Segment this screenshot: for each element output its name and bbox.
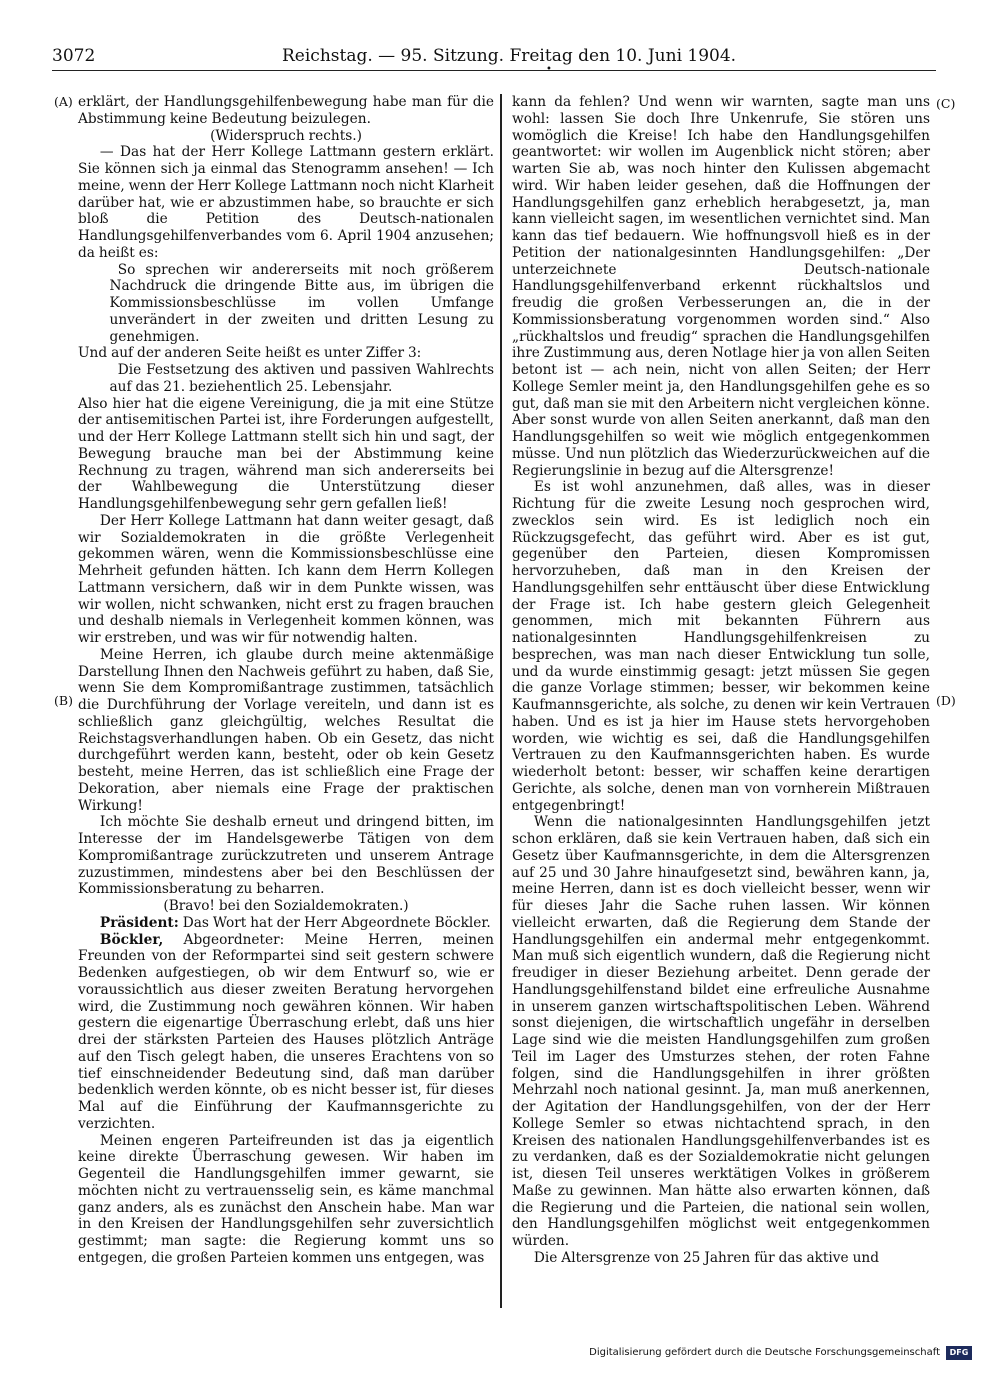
paragraph: Ich möchte Sie deshalb erneut und dringend bitten, im Interesse der im Handelsgewerbe Tätigen von dem Kompromißantrage zurückzutreten und unserem Antrage zuzustimmen, mindestens aber bei den Beschlüssen der Kommissionsberatung zu beharren.: [78, 814, 494, 898]
interjection: (Widerspruch rechts.): [210, 127, 362, 144]
paragraph: Meine Herren, ich glaube durch meine aktenmäßige Darstellung Ihnen den Nachweis geführt zu haben, daß Sie, wenn Sie dem Kompromißantrage zustimmen, tatsächlich die Durchführung der Vorlage vereiteln, und dann ist es schließlich ganz gleichgültig, welches Resultat die Reichstagsverhandlungen haben. Ob ein Gesetz, das nicht durchgeführt werden kann, besteht, oder ob kein Gesetz besteht, meine Herren, das ist schließlich eine Frage der Dekoration, aber niemals eine Frage der praktischen Wirkung!: [78, 646, 494, 814]
page-number: 3072: [52, 46, 96, 66]
paragraph: Wenn die nationalgesinnten Handlungsgehilfen jetzt schon erklären, daß sie kein Vertrauen haben, daß sich ein Gesetz über Kaufmannsgerichte, in dem die Altersgrenzen auf 25 und 30 Jahre hinaufgesetzt sind, bewähren kann, ja, meine Herren, dann ist es doch vielleicht besser, wenn wir für dieses Jahr die Sache ruhen lassen. Wir können vielleicht erwarten, daß die Regierung dem Stande der Handlungsgehilfen ein andermal mehr entgegenkommt. Man muß sich eigentlich wundern, daß die Regierung nicht freudiger in dieser Beziehung arbeitet. Denn gerade der Handlungsgehilfenstand bildet eine erfreuliche Ausnahme in unserem ganzen wirtschaftspolitischen Leben. Während sonst diejenigen, die wirtschaftlich ungefähr in derselben Lage sind wie die meisten Handlungsgehilfen zum großen Teil im Lager des Umsturzes stehen, der roten Fahne folgen, sind die Handlungsgehilfen in ihrer größten Mehrzahl noch national gesinnt. Ja, man muß anerkennen, der Agitation der Handlungsgehilfen, von der der Herr Kollege Semler so etwas nichtachtend sprach, in den Kreisen des nationalen Handlungsgehilfenverbandes ist es zu verdanken, daß es der Sozialdemokratie nicht gelungen ist, diesen Teil unseres werktätigen Volkes in größerem Maße zu gewinnen. Man hätte also erwarten können, daß die Regierung und die Parteien, die national sein wollen, den Handlungsgehilfen möglichst weit entgegenkommen würden.: [512, 814, 930, 1249]
speaker-name: Böckler,: [99, 931, 164, 948]
paragraph: Die Altersgrenze von 25 Jahren für das aktive und: [533, 1249, 879, 1266]
margin-marker-c: (C): [936, 96, 956, 111]
column-divider: [500, 94, 502, 1308]
quotation: Die Festsetzung des aktiven und passiven Wahlrechts auf das 21. beziehentlich 25. Lebensjahr.: [109, 362, 494, 395]
speaker-name: Präsident:: [99, 914, 179, 931]
paragraph: kann da fehlen? Und wenn wir warnten, sagte man uns wohl: lassen Sie doch Ihre Unkenrufe, Sie stören uns womöglich die Kreise! Ich habe den Handlungsgehilfen geantwortet: wir wollen im Augenblick nicht stören; aber warten Sie ab, was noch hinter den Kulissen abgemacht wird. Wir haben leider gesehen, daß die Hoffnungen der Handlungsgehilfen ganz erheblich herabgesetzt, ja, man kann vielleicht sagen, im wesentlichen vernichtet sind. Man kann das tief bedauern. Wie hoffnungsvoll hieß es in der Petition der nationalgesinnten Handlungsgehilfen: „Der unterzeichnete Deutsch-nationale Handlungsgehilfenverband erkennt rückhaltslos und freudig die großen Verbesserungen an, die in der Kommissionsberatung vorgenommen worden sind.“ Also „rückhaltslos und freudig“ sprachen die Handlungsgehilfen ihre Zustimmung aus, deren Notlage hier ja von allen Seiten betont ist — ach nein, nicht von allen Seiten; der Herr Kollege Semler meint ja, den Handlungsgehilfen gehe es so gut, daß man sie mit den Arbeitern nicht vergleichen könne. Aber sonst wurde von allen Seiten anerkannt, daß man den Handlungsgehilfen so weit wie möglich entgegenkommen müsse. Und nun plötzlich das Wiederzurückweichen auf die Regierungslinie in bezug auf die Altersgrenze!: [512, 94, 930, 479]
interjection: (Bravo! bei den Sozialdemokraten.): [163, 898, 409, 914]
header-title: Reichstag. — 95. Sitzung. Freitag den 10. Juni 1904.: [282, 46, 737, 66]
running-header: [52, 44, 936, 68]
paragraph: Der Herr Kollege Lattmann hat dann weiter gesagt, daß wir Sozialdemokraten in die größte Verlegenheit gekommen wären, wenn die Kommissionsbeschlüsse eine Mehrheit gefunden hätten. Ich kann dem Herrn Kollegen Lattmann versichern, daß wir in dem Punkte wissen, was wir wollen, nicht schwanken, nicht erst zu fragen brauchen und deshalb niemals in Verlegenheit kommen können, was wir erstreben, und was wir für notwendig halten.: [78, 512, 494, 646]
paragraph: Und auf der anderen Seite heißt es unter Ziffer 3:: [78, 345, 422, 362]
header-rule: [52, 70, 936, 71]
speech-boeckler: Böckler, Abgeordneter: Meine Herren, meinen Freunden von der Reformpartei sind seit gestern schwere Bedenken aufgestiegen, ob wir dem Entwurf so, wie er voraussichtlich aus dieser zweiten Beratung hervorgehen wird, die Zustimmung noch gewähren können. Wir haben gestern die eigenartige Überraschung erlebt, daß uns hier drei der stärksten Parteien des Hauses plötzlich Anträge auf den Tisch gelegt haben, die unseres Erachtens von so tief einschneidender Bedeutung sind, daß man darüber bedenklich werden könnte, ob es nicht besser ist, für dieses Mal auf die Einführung der Kaufmannsgerichte zu verzichten.: [78, 931, 494, 1132]
footer-text: Digitalisierung gefördert durch die Deutsche Forschungsgemeinschaft: [589, 1347, 940, 1358]
paragraph: Also hier hat die eigene Vereinigung, die ja mit eine Stütze der antisemitischen Partei ist, ihre Forderungen aufgestellt, und der Herr Kollege Lattmann stellt sich hin und sagt, der Bewegung brauche man bei der Abstimmung keine Rechnung zu tragen, während man sich andererseits bei der Wahlbewegung die Unterstützung dieser Handlungsgehilfenbewegung sehr gern gefallen ließ!: [78, 395, 494, 512]
right-column: [512, 94, 930, 1267]
footer-credit: [589, 1346, 972, 1360]
speaker-president: Präsident: Das Wort hat der Herr Abgeordnete Böckler.: [99, 914, 491, 931]
header-dot: •: [546, 64, 552, 75]
margin-marker-d: (D): [936, 693, 956, 708]
paragraph: Meinen engeren Parteifreunden ist das ja eigentlich keine direkte Überraschung gewesen. Wir haben im Gegenteil die Handlungsgehilfen immer gewarnt, sie möchten nicht zu vertrauensselig sein, es käme manchmal ganz anders, als es zunächst den Anschein habe. Man war in den Kreisen der Handlungsgehilfen sehr zuversichtlich gestimmt; man sagte: die Regierung kommt uns so entgegen, die großen Parteien kommen uns entgegen, was: [78, 1132, 494, 1266]
quotation: So sprechen wir andererseits mit noch größerem Nachdruck die dringende Bitte aus, im übrigen die Kommissionsbeschlüsse im vollen Umfange unverändert in der zweiten und dritten Lesung zu genehmigen.: [109, 261, 494, 345]
left-column: [78, 94, 494, 1267]
margin-marker-b: (B): [54, 693, 73, 708]
paragraph: — Das hat der Herr Kollege Lattmann gestern erklärt. Sie können sich ja einmal das Stenogramm ansehen! — Ich meine, wenn der Herr Kollege Lattmann noch nicht Klarheit darüber hat, wie er abzustimmen habe, so brauchte er sich bloß die Petition des Deutsch-nationalen Handlungsgehilfenverbandes vom 6. April 1904 anzusehen; da heißt es:: [78, 144, 494, 261]
paragraph: Es ist wohl anzunehmen, daß alles, was in dieser Richtung für die zweite Lesung noch gesprochen wird, zwecklos sein wird. Es ist lediglich noch ein Rückzugsgefecht, das geführt wird. Aber es ist gut, gegenüber den Parteien, diesen Kompromissen hervorzuheben, daß man in den Kreisen der Handlungsgehilfen sehr enttäuscht über diese Entwicklung der Frage ist. Ich habe gestern gleich Gelegenheit genommen, mich mit bekannten Führern aus nationalgesinnten Handlungsgehilfenkreisen zu besprechen, was man nach dieser Entwicklung tun solle, und da wurde einstimmig gesagt: jetzt müssen Sie gegen die ganze Vorlage stimmen; besser, wir bekommen keine Kaufmannsgerichte, als solche, zu denen wir kein Vertrauen haben. Und es ist ja hier im Hause stets hervorgehoben worden, wie wichtig es sei, daß die Handlungsgehilfen Vertrauen zu den Kaufmannsgerichten haben. Es wurde wiederholt betont: besser, wir schaffen keine derartigen Gerichte, als solche, denen man von vornherein Mißtrauen entgegenbringt!: [512, 479, 930, 814]
paragraph: erklärt, der Handlungsgehilfenbewegung habe man für die Abstimmung keine Bedeutung beizulegen.: [78, 94, 494, 127]
dfg-logo: DFG: [946, 1346, 972, 1360]
margin-marker-a: (A): [54, 94, 73, 109]
